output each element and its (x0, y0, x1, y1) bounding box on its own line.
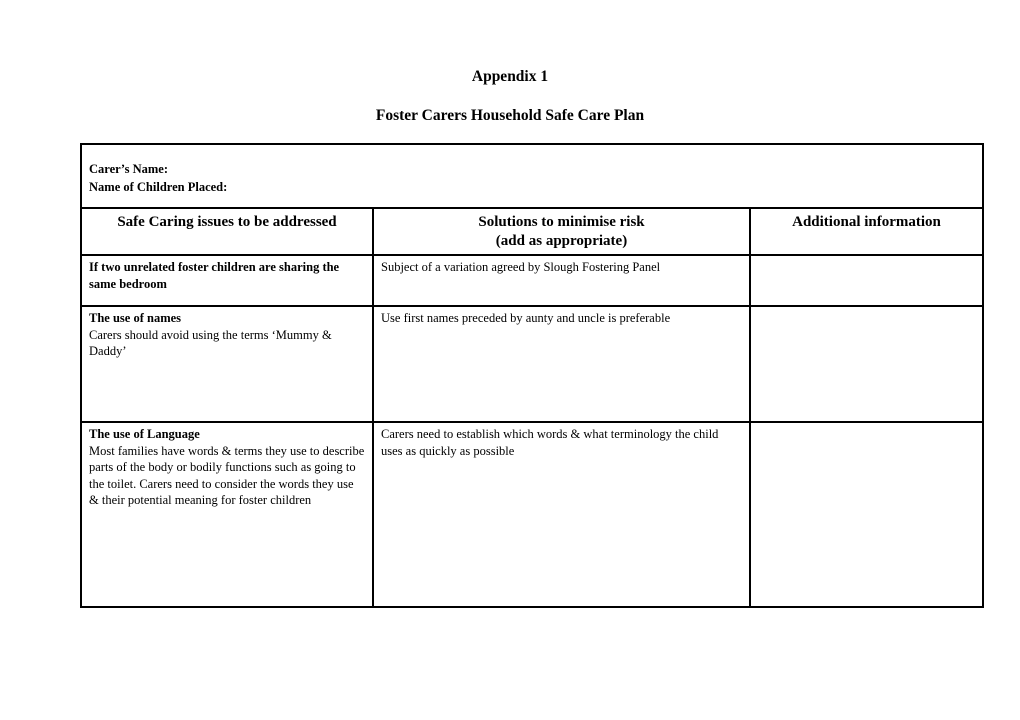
solution-cell (373, 306, 750, 422)
table-row (81, 422, 983, 607)
issue-cell (81, 255, 373, 306)
column-header-solutions-sub: (add as appropriate) (495, 233, 628, 250)
issue-title: The use of names (89, 311, 182, 326)
carer-info-row (81, 144, 983, 208)
column-header-solutions-label: Solutions to minimise risk (478, 214, 645, 230)
column-header-issues (81, 208, 373, 255)
column-header-issues-label: Safe Caring issues to be addressed (117, 214, 337, 230)
table-header-row (81, 208, 983, 255)
solution-text: Use first names preceded by aunty and uncle is preferable (381, 311, 671, 326)
issue-detail: Most families have words & terms they use to describe parts of the body or bodily functions such as going to the toilet. Carers need to consider the words they use & their potential meaning for foster children (89, 443, 365, 508)
children-placed-label: Name of Children Placed: (89, 179, 228, 194)
issue-cell (81, 306, 373, 422)
additional-info-cell[interactable] (750, 306, 983, 422)
solution-text: Subject of a variation agreed by Slough Fostering Panel (381, 260, 661, 275)
safe-care-plan-table (80, 143, 984, 608)
table-row (81, 306, 983, 422)
issue-title: The use of Language (89, 427, 200, 442)
column-header-additional-label: Additional information (792, 214, 941, 230)
additional-info-cell[interactable] (750, 255, 983, 306)
additional-info-cell[interactable] (750, 422, 983, 607)
column-header-additional (750, 208, 983, 255)
table-row (81, 255, 983, 306)
carer-name-label: Carer’s Name: (89, 162, 169, 176)
issue-detail: Carers should avoid using the terms ‘Mummy & Daddy’ (89, 327, 332, 359)
carer-info-cell[interactable] (81, 144, 983, 208)
column-header-solutions (373, 208, 750, 255)
issue-cell (81, 422, 373, 607)
solution-cell (373, 422, 750, 607)
solution-text: Carers need to establish which words & what terminology the child uses as quickly as possible (381, 427, 719, 458)
solution-cell (373, 255, 750, 306)
issue-title: If two unrelated foster children are sharing the same bedroom (89, 260, 340, 291)
appendix-title: Appendix 1 (471, 68, 549, 85)
document-subtitle: Foster Carers Household Safe Care Plan (375, 107, 645, 124)
